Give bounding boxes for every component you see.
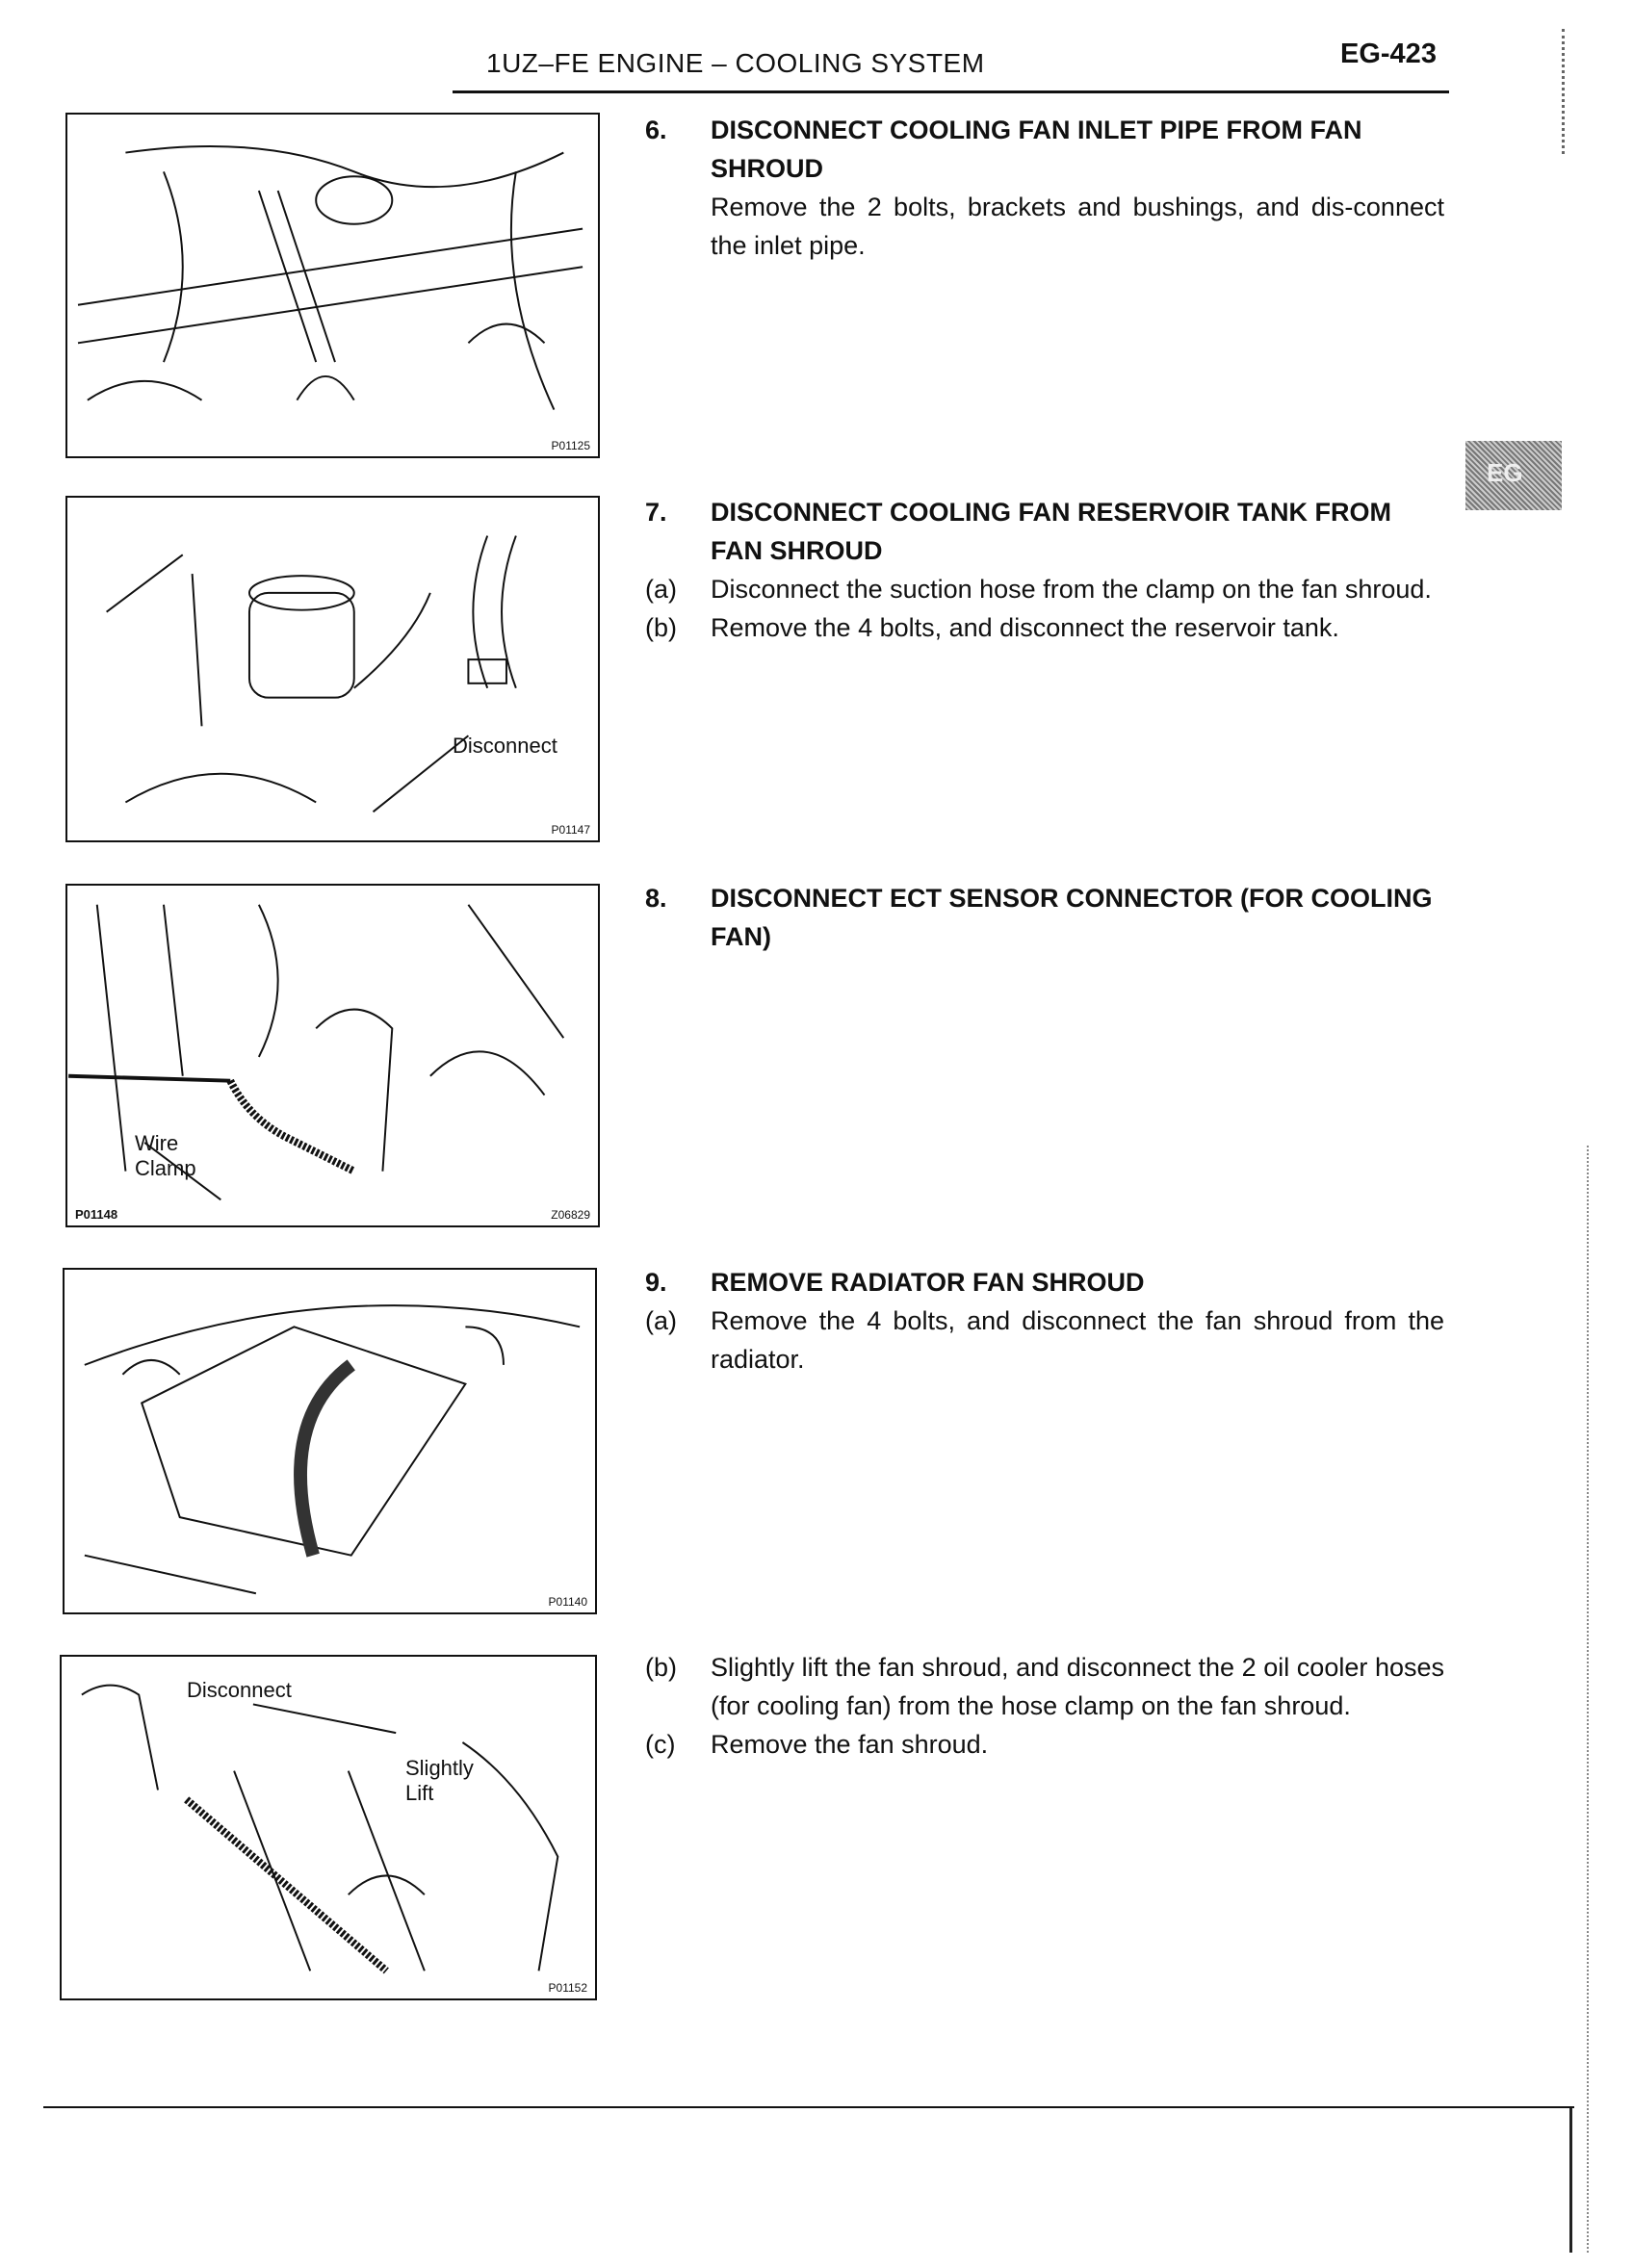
substep-label: (b) (645, 613, 677, 642)
figure-code: P01147 (551, 823, 590, 837)
figure-ect-connector (65, 884, 600, 1227)
figure-lift-shroud (60, 1655, 597, 2000)
substep-label: (a) (645, 1306, 677, 1335)
step-heading: DISCONNECT COOLING FAN RESERVOIR TANK FROM FAN SHROUD (711, 498, 1392, 565)
step-6 (645, 111, 1444, 265)
callout-clamp: Clamp (135, 1156, 196, 1180)
substep-text: Slightly lift the fan shroud, and disconnect the 2 oil cooler hoses (for cooling fan) from the hose clamp on the fan shroud. (711, 1653, 1444, 1720)
step-text: Remove the 2 bolts, brackets and bushings, and dis-connect the inlet pipe. (711, 193, 1444, 260)
figure-code: P01152 (548, 1981, 587, 1995)
substep-text: Remove the fan shroud. (711, 1730, 989, 1759)
figure-reservoir-tank (65, 496, 600, 842)
figure-code: P01125 (551, 439, 590, 452)
step-9-continued (645, 1648, 1444, 1764)
step-heading: DISCONNECT ECT SENSOR CONNECTOR (FOR COOLING FAN) (711, 884, 1433, 951)
illustration (67, 115, 598, 456)
callout-disconnect: Disconnect (453, 734, 557, 758)
substep-a (645, 570, 1444, 608)
header-rule (453, 90, 1449, 93)
substep-label: (a) (645, 575, 677, 604)
step-heading: REMOVE RADIATOR FAN SHROUD (711, 1268, 1145, 1297)
figure-code-left: P01148 (75, 1207, 118, 1222)
section-tab (1465, 441, 1562, 510)
step-9 (645, 1263, 1444, 1379)
substep-text: Remove the 4 bolts, and disconnect the fan shroud from the radiator. (711, 1306, 1444, 1374)
step-number: 9. (645, 1268, 667, 1297)
page-number: EG-423 (1340, 39, 1437, 69)
figure-inlet-pipe (65, 113, 600, 458)
step-7 (645, 493, 1444, 647)
substep-a (645, 1302, 1444, 1379)
footer-rule (43, 2106, 1574, 2108)
substep-b (645, 608, 1444, 647)
substep-label: (b) (645, 1653, 677, 1682)
substep-text: Disconnect the suction hose from the clamp on the fan shroud. (711, 575, 1432, 604)
callout-wire: Wire (135, 1131, 179, 1155)
substep-c (645, 1725, 1444, 1764)
substep-text: Remove the 4 bolts, and disconnect the reservoir tank. (711, 613, 1339, 642)
callout-lift: Lift (405, 1781, 434, 1805)
scan-edge-dots (1587, 1146, 1591, 2253)
section-tab-label: EG (1487, 458, 1523, 487)
callout-slightly: Slightly (405, 1756, 474, 1780)
step-heading: DISCONNECT COOLING FAN INLET PIPE FROM FAN SHROUD (711, 116, 1362, 183)
scan-edge-line (1569, 2108, 1572, 2253)
step-number: 7. (645, 498, 667, 527)
illustration (67, 498, 598, 840)
figure-code: P01140 (548, 1595, 587, 1609)
substep-label: (c) (645, 1730, 676, 1759)
figure-code: Z06829 (551, 1208, 590, 1222)
header-title: 1UZ–FE ENGINE – COOLING SYSTEM (486, 48, 985, 78)
illustration (62, 1657, 595, 1998)
illustration (65, 1270, 595, 1612)
step-number: 8. (645, 884, 667, 913)
figure-fan-shroud (63, 1268, 597, 1614)
step-number: 6. (645, 116, 667, 144)
substep-b (645, 1648, 1444, 1725)
callout-disconnect: Disconnect (187, 1678, 292, 1702)
scan-edge-mark (1562, 29, 1568, 154)
step-8 (645, 879, 1444, 956)
